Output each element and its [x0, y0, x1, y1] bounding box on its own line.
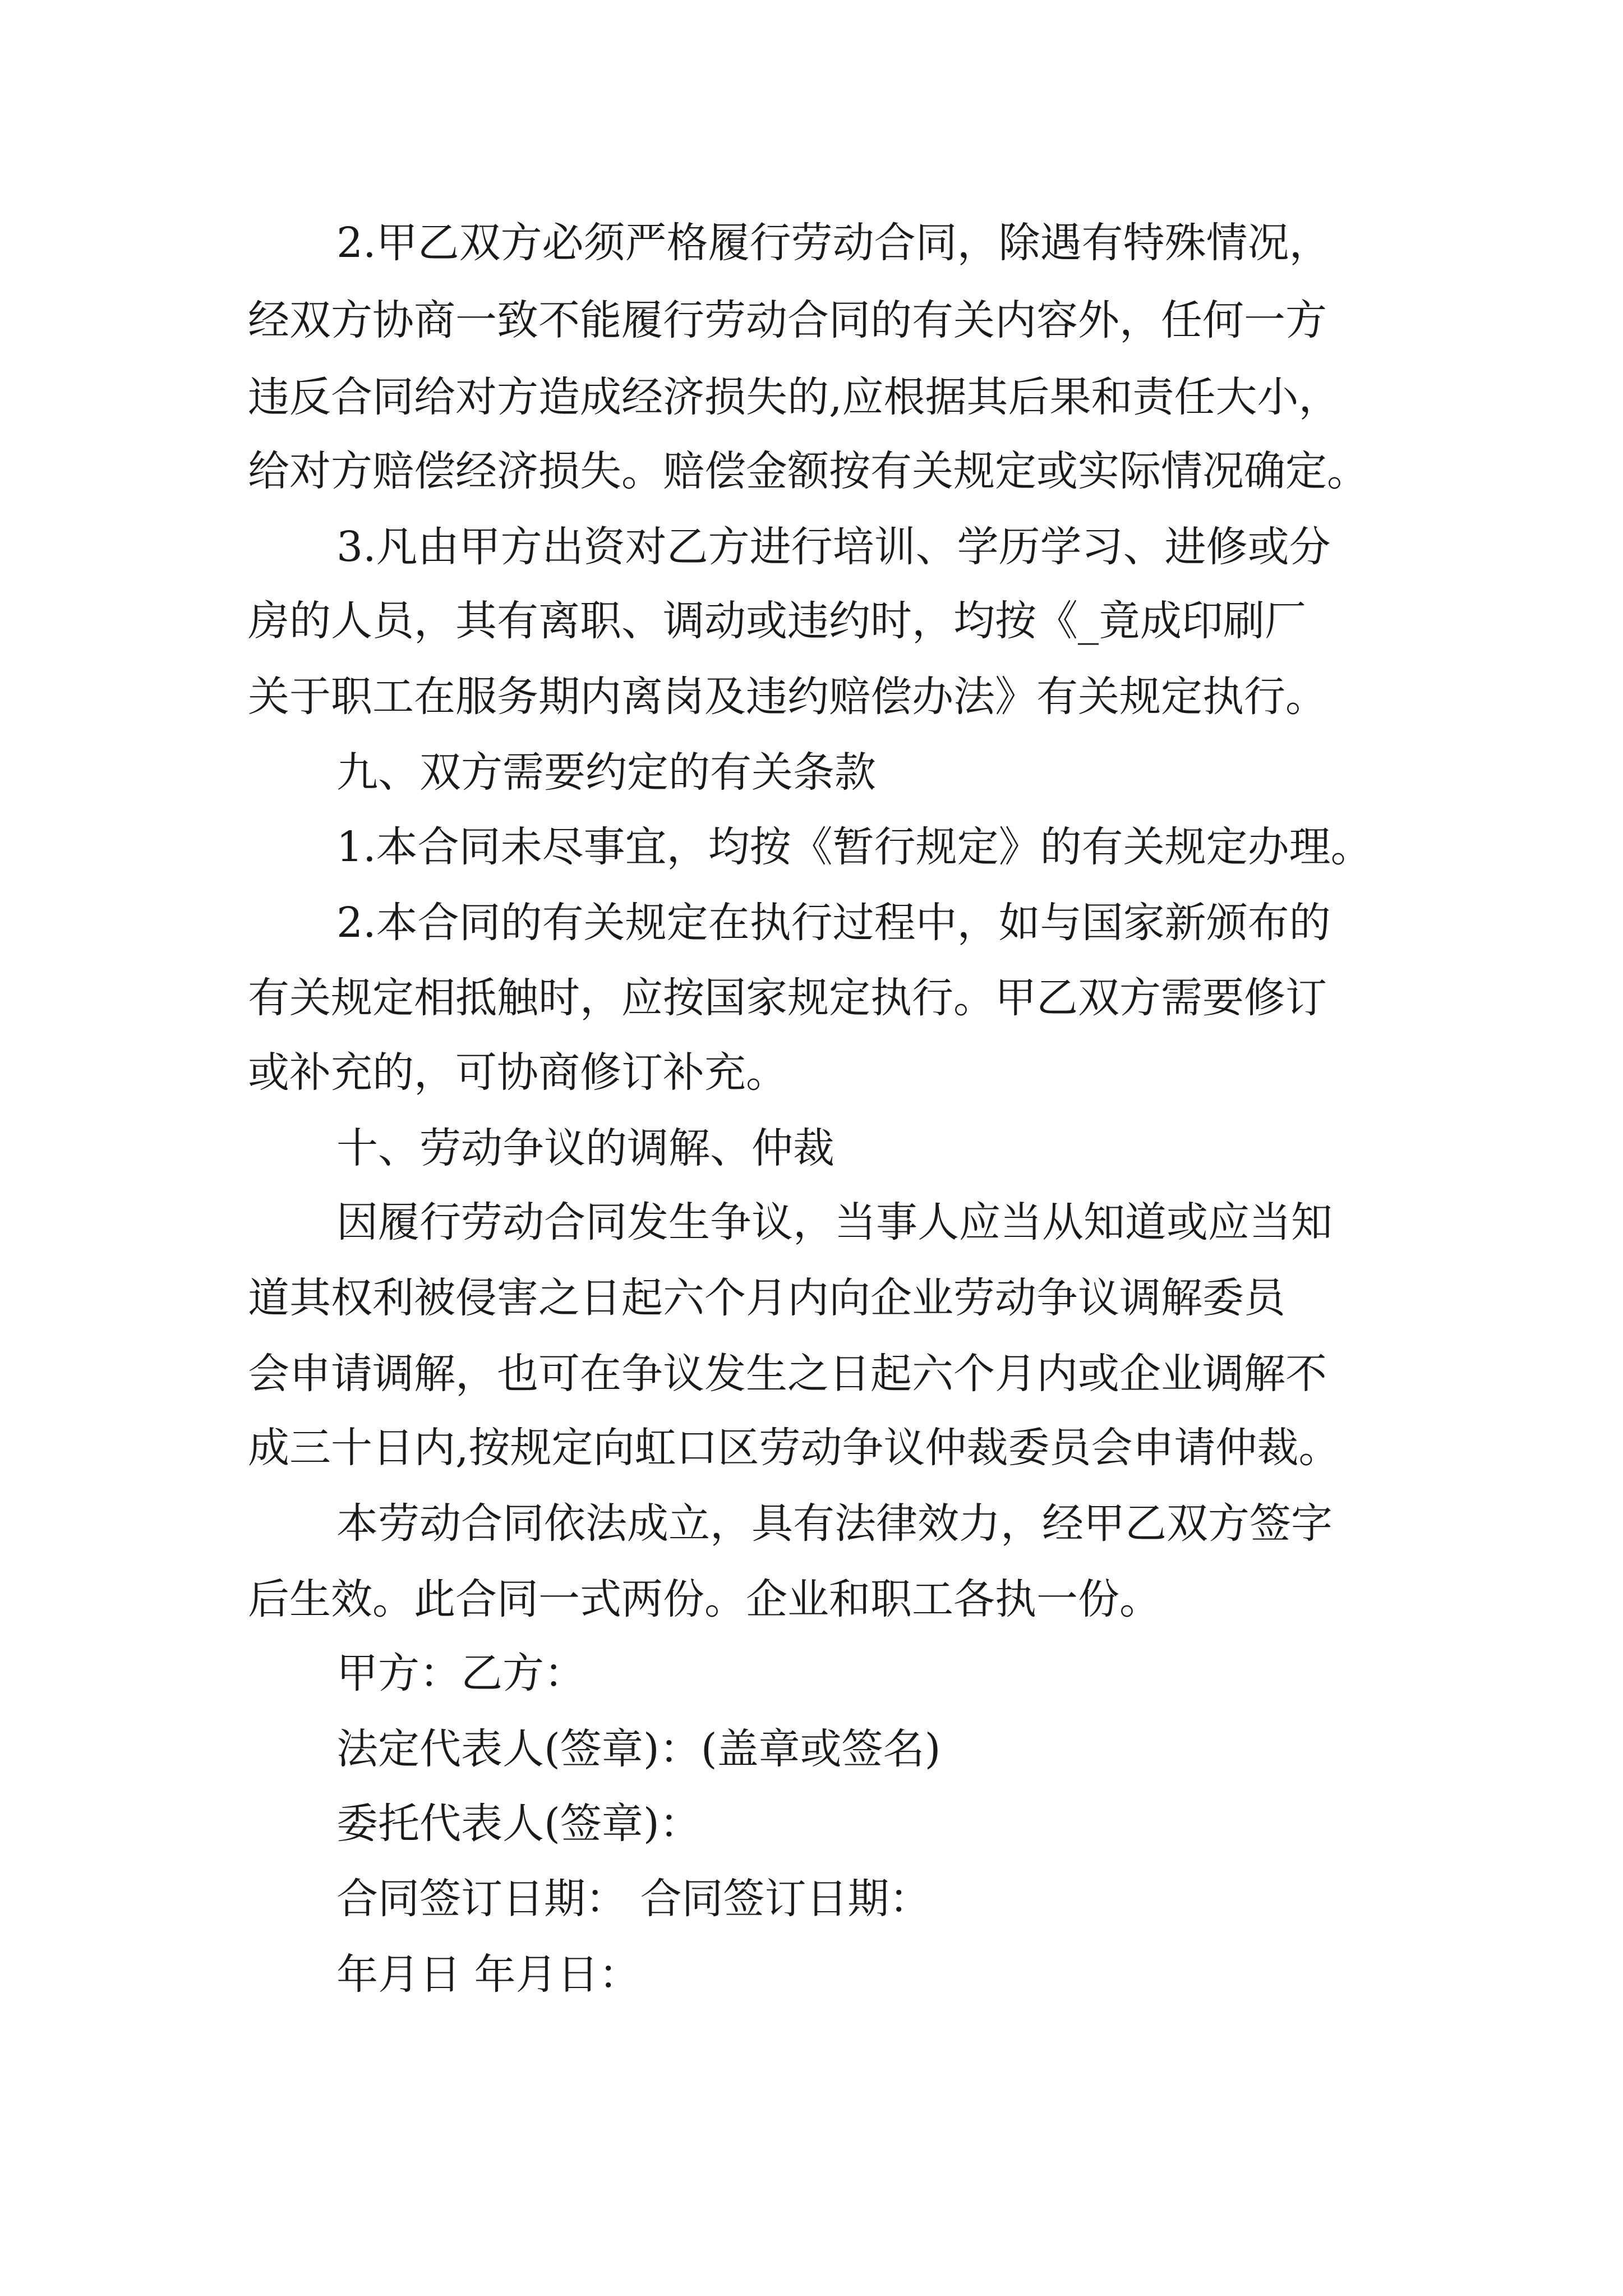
legal-representative: 法定代表人(签章)：(盖章或签名): [336, 1725, 941, 1773]
authorized-representative: 委托代表人(签章)：: [336, 1800, 701, 1848]
text-line: 道其权利被侵害之日起六个月内向企业劳动争议调解委员: [248, 1274, 1285, 1322]
text-line: 违反合同给对方造成经济损失的,应根据其后果和责任大小，: [248, 373, 1340, 421]
text-line: 2.甲乙双方必须严格履行劳动合同，除遇有特殊情况，: [336, 219, 1331, 267]
text-line: 3.凡由甲方出资对乙方进行培训、学历学习、进修或分: [336, 523, 1331, 571]
section-heading: 十、劳动争议的调解、仲裁: [336, 1124, 834, 1172]
section-heading: 九、双方需要约定的有关条款: [336, 748, 876, 797]
text-line: 后生效。此合同一式两份。企业和职工各执一份。: [248, 1575, 1161, 1623]
text-line: 关于职工在服务期内离岗及违约赔偿办法》有关规定执行。: [248, 673, 1327, 721]
text-line: 因履行劳动合同发生争议，当事人应当从知道或应当知: [336, 1198, 1332, 1246]
text-line: 2.本合同的有关规定在执行过程中，如与国家新颁布的: [336, 899, 1331, 947]
signing-date-value: 年月日 年月日：: [336, 1950, 640, 1999]
text-line: 1.本合同未尽事宜，均按《暂行规定》的有关规定办理。: [336, 823, 1372, 871]
signature-parties: 甲方：乙方：: [336, 1649, 585, 1697]
text-line: 经双方协商一致不能履行劳动合同的有关内容外，任何一方: [248, 296, 1327, 344]
signing-date-label: 合同签订日期： 合同签订日期：: [336, 1875, 931, 1923]
text-line: 房的人员，其有离职、调动或违约时，均按《_竟成印刷厂: [248, 597, 1306, 645]
text-line: 或补充的，可协商修订补充。: [248, 1048, 787, 1097]
text-line: 会申请调解，也可在争议发生之日起六个月内或企业调解不: [248, 1350, 1327, 1398]
text-line: 成三十日内,按规定向虹口区劳动争议仲裁委员会申请仲裁。: [248, 1424, 1340, 1472]
text-line: 给对方赔偿经济损失。赔偿金额按有关规定或实际情况确定。: [248, 447, 1368, 495]
text-line: 有关规定相抵触时，应按国家规定执行。甲乙双方需要修订: [248, 974, 1327, 1022]
text-line: 本劳动合同依法成立，具有法律效力，经甲乙双方签字: [336, 1499, 1332, 1548]
